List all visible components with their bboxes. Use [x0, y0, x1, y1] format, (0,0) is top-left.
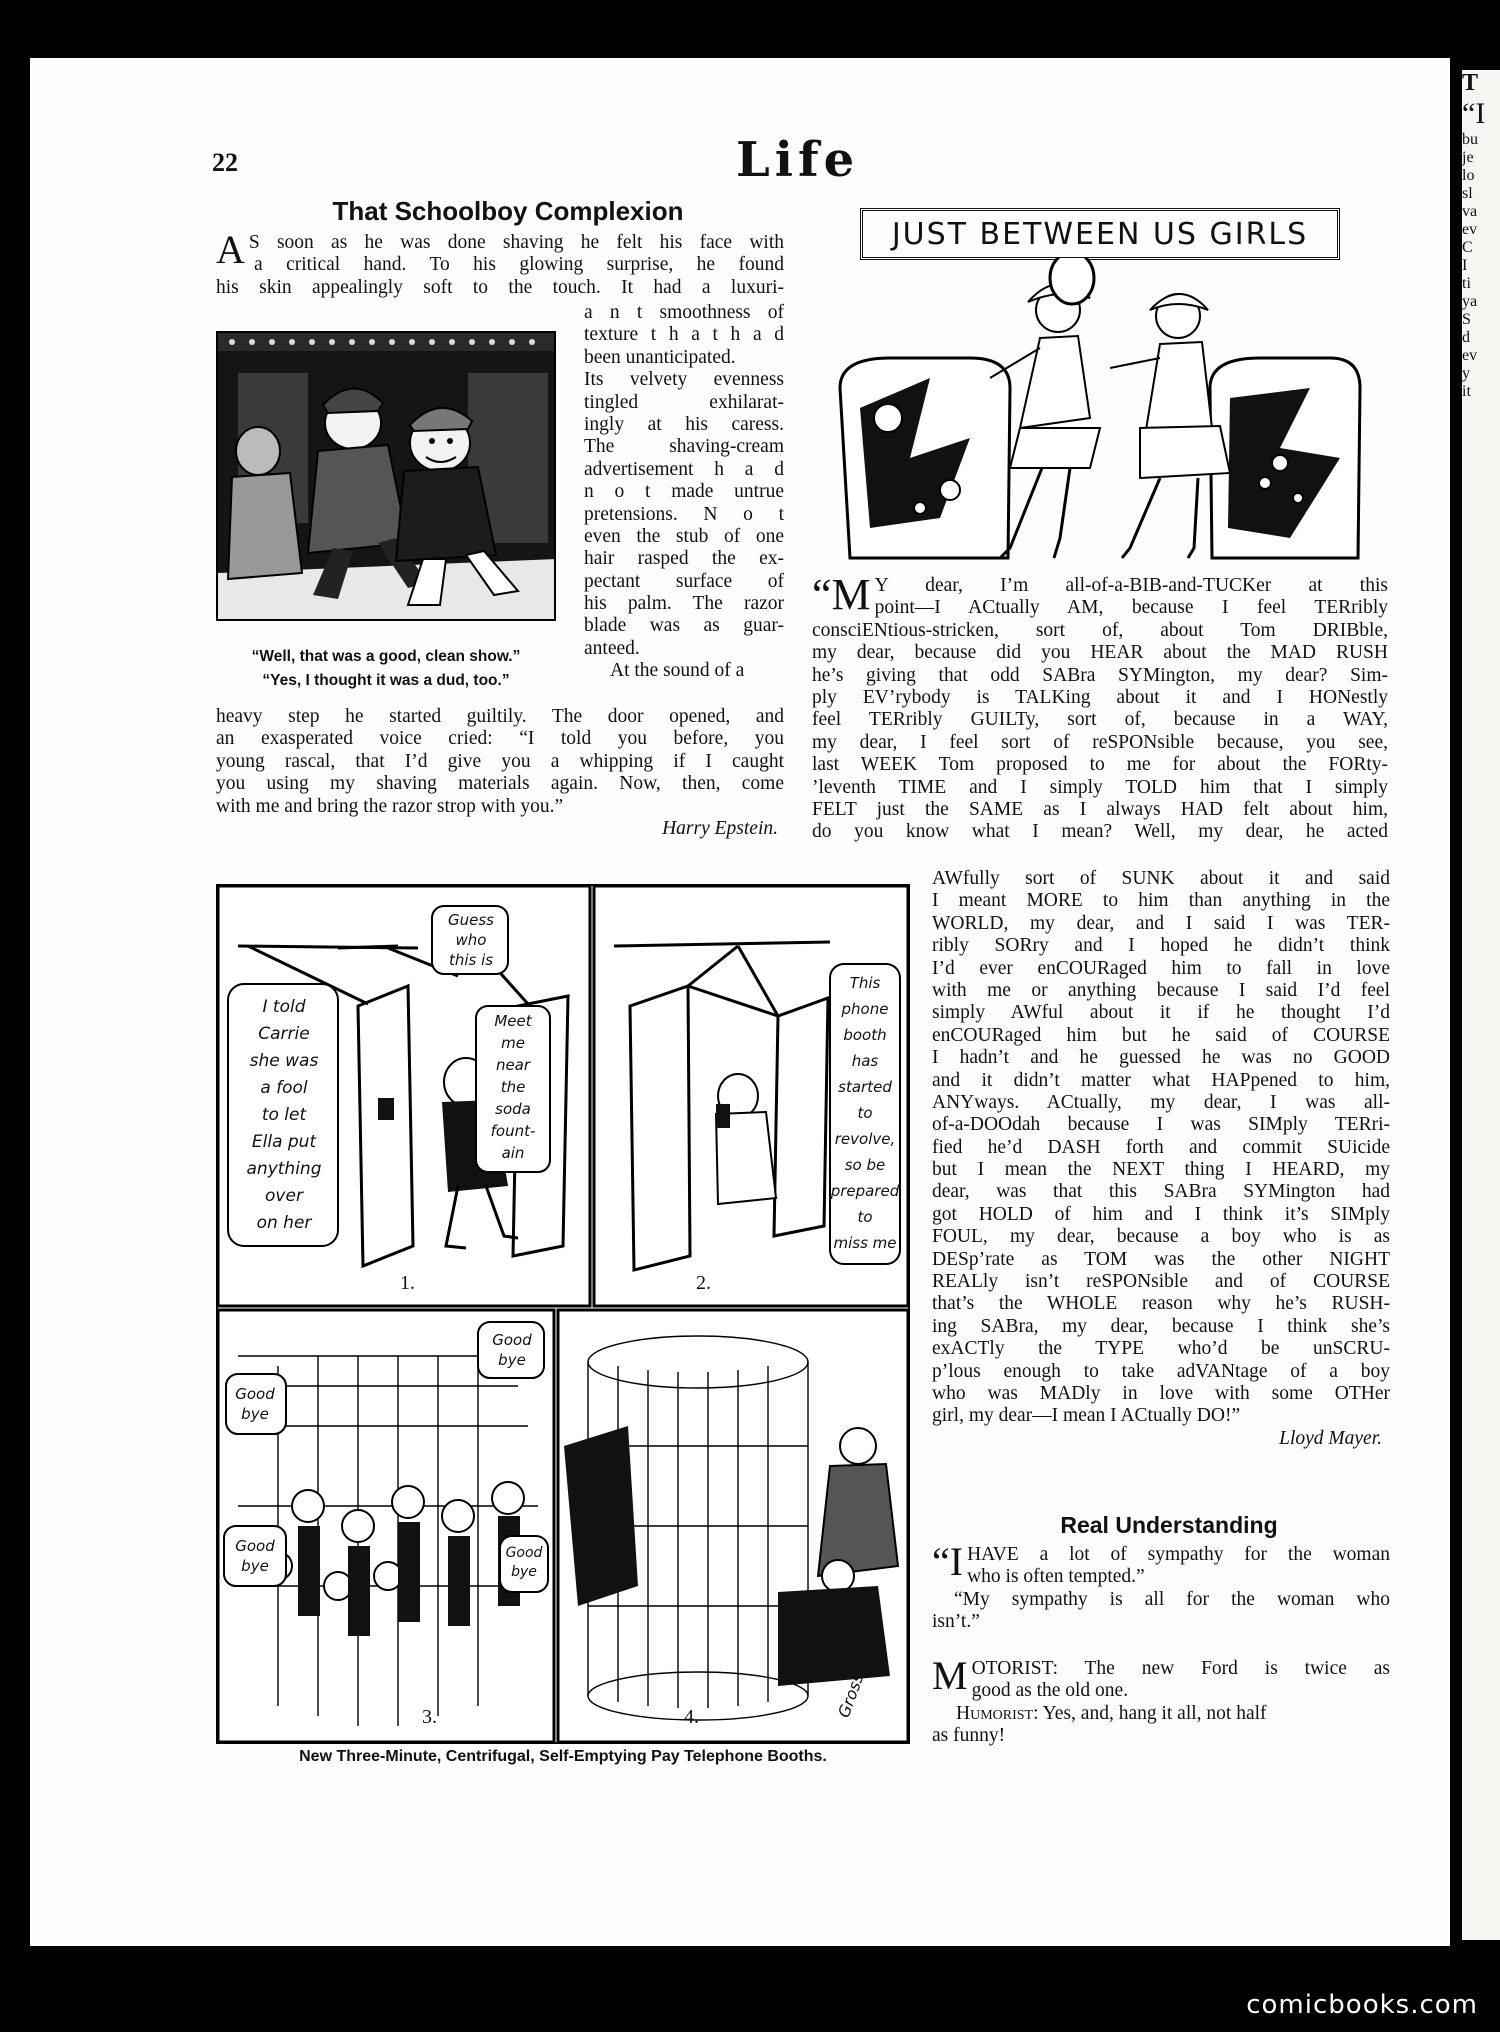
speech-bubble-goodbye-1: Good bye — [235, 1385, 275, 1423]
text-line: At the sound of a — [610, 660, 745, 682]
text-line: my dear, I feel sort of reSPONsible because, you see, — [812, 731, 1388, 753]
fragment: lo — [1462, 167, 1475, 184]
dropcap-m2: M — [932, 1653, 968, 1698]
text-line: REALly isn’t reSPONsible and of COURSE — [932, 1271, 1390, 1293]
text-line: his palm. The razor — [584, 593, 784, 615]
text-line: young rascal, that I’d give you a whipping if I caught — [216, 750, 784, 772]
text-line: simply AWful about it if he thought I’d — [932, 1002, 1390, 1024]
fragment: je — [1462, 149, 1474, 166]
text-line: enCOURaged him but he said of COURSE — [932, 1024, 1390, 1046]
fragment: y — [1462, 365, 1470, 382]
fragment: T — [1462, 70, 1479, 96]
girls-header: JUST BETWEEN US GIRLS — [860, 208, 1340, 260]
text-line: of-a-DOOdah because I was SIMply TERri- — [932, 1114, 1390, 1136]
masthead: Life — [736, 132, 860, 188]
text-line: been unanticipated. — [584, 346, 736, 368]
text-line: ing SABra, my dear, because I think she’s — [932, 1315, 1390, 1337]
text-line: a n t smoothness of — [584, 302, 784, 323]
text-line: dear, was that this SABra SYMington had — [932, 1181, 1390, 1203]
humorist-text: Yes, and, hang it all, not half — [1038, 1702, 1267, 1724]
text-line: Its velvety evenness — [584, 369, 784, 391]
fragment: bu — [1462, 131, 1478, 148]
girls-illustration — [810, 258, 1370, 574]
girls-top-text — [812, 570, 1388, 844]
dropcap-a: A — [216, 227, 245, 272]
bubble-line: the — [500, 1078, 526, 1096]
bubble-line: to — [857, 1208, 873, 1226]
schoolboy-author: Harry Epstein. — [662, 817, 778, 839]
speech-bubble-goodbye-2: Good bye — [492, 1331, 532, 1369]
two-women-illustration — [810, 258, 1370, 574]
fragment: S — [1462, 311, 1471, 328]
text-line: advertisement h a d — [584, 458, 784, 480]
fragment: d — [1462, 329, 1470, 346]
text-line: DESp’rate as TOM was the other NIGHT — [932, 1248, 1390, 1270]
schoolboy-title: That Schoolboy Complexion — [332, 196, 684, 226]
speech-bubble-goodbye-4: Good bye — [505, 1545, 543, 1580]
text-line: fied he’d DASH forth and commit SUicide — [932, 1136, 1390, 1158]
schoolboy-intro — [216, 227, 784, 299]
page-number: 22 — [212, 148, 238, 177]
bubble-line: phone — [841, 1000, 889, 1018]
bubble-line: over — [265, 1186, 303, 1206]
fragment: ev — [1462, 347, 1478, 364]
schoolboy-wrap-column — [584, 302, 784, 683]
bubble-line: fount- — [490, 1122, 536, 1140]
text-line: pectant surface of — [584, 570, 784, 592]
text-line: with me and bring the razor strop with you.” — [216, 795, 564, 817]
girls-author: Lloyd Mayer. — [1279, 1427, 1382, 1449]
fragment: sl — [1462, 185, 1473, 202]
fragment: ya — [1462, 293, 1478, 310]
text-line: I hadn’t and he guessed he was no GOOD — [932, 1047, 1390, 1069]
next-page-fragments — [1462, 70, 1500, 1940]
text-line: p’lous enough to take adVANtage of a boy — [932, 1360, 1390, 1382]
text-line: good as the old one. — [971, 1680, 1129, 1702]
humorist-label: Humorist: — [956, 1702, 1039, 1724]
text-line: “My sympathy is all for the woman who — [954, 1588, 1390, 1610]
text-line: The shaving-cream — [584, 436, 784, 458]
text-line: FOUL, my dear, because a boy who is as — [932, 1226, 1390, 1248]
text-line: ’leventh TIME and I simply TOLD him that I simply — [812, 776, 1388, 798]
text-line: ribly SORry and I hoped he didn’t think — [932, 935, 1390, 957]
real-understanding-text — [932, 1539, 1390, 1634]
panel-number-4: 4. — [684, 1706, 699, 1728]
text-line: OTORIST: The new Ford is twice as — [971, 1658, 1390, 1679]
bubble-line: Ella put — [251, 1132, 317, 1152]
text-line: who was MADly in love with some OTHer — [932, 1382, 1390, 1404]
schoolboy-ending — [216, 706, 784, 840]
bubble-line: me — [501, 1034, 525, 1052]
fragment: va — [1462, 203, 1478, 220]
caption-line: “Well, that was a good, clean show.” — [251, 648, 521, 665]
bubble-line: miss me — [833, 1234, 897, 1252]
text-line: and it didn’t matter what HAPpened to him, — [932, 1069, 1390, 1091]
bubble-line: she was — [249, 1051, 319, 1071]
bubble-line: Carrie — [258, 1024, 310, 1044]
bubble-line: a fool — [260, 1078, 308, 1098]
text-line: point—I ACtually AM, because I feel TERribly — [874, 597, 1388, 619]
text-line: but I mean the NEXT thing I HEARD, my — [932, 1159, 1390, 1181]
speech-bubble-revolve — [830, 970, 900, 1256]
motorist-joke — [932, 1653, 1390, 1748]
fragment: “I — [1462, 97, 1486, 130]
bubble-line: so be — [844, 1156, 886, 1174]
text-line: AWfully sort of SUNK about it and said — [932, 868, 1390, 889]
bubble-line: near — [495, 1056, 531, 1074]
text-line: n o t made untrue — [584, 481, 784, 503]
fragment: C — [1462, 239, 1473, 256]
text-line: ingly at his caress. — [584, 413, 784, 435]
panel-number-3: 3. — [422, 1706, 437, 1728]
text-line: ANYways. ACtually, my dear, I was all- — [932, 1091, 1390, 1113]
watermark: comicbooks.com — [1246, 1990, 1478, 2020]
text-line: I’d ever enCOURaged him to fall in love — [932, 957, 1390, 979]
text-line: last WEEK Tom proposed to me for about the FORty- — [812, 754, 1388, 776]
bubble-line: revolve, — [834, 1130, 896, 1148]
text-line: feel TERribly GUILTy, sort of, because in a WAY, — [812, 709, 1388, 731]
bubble-line: this is — [448, 951, 494, 969]
girls-column-text — [932, 868, 1390, 1450]
caption-line: “Yes, I thought it was a dud, too.” — [262, 672, 510, 689]
text-line: HAVE a lot of sympathy for the woman — [967, 1544, 1390, 1565]
fragment: I — [1462, 257, 1468, 274]
text-line: anteed. — [584, 637, 640, 659]
text-line: tingled exhilarat- — [584, 391, 784, 413]
text-line: consciENtious-stricken, sort of, about Tom DRIBble, — [812, 619, 1388, 641]
text-line: girl, my dear—I mean I ACtually DO!” — [932, 1405, 1241, 1427]
dropcap-i: “I — [932, 1539, 964, 1584]
bubble-line: to — [857, 1104, 873, 1122]
bubble-line: ain — [501, 1144, 525, 1162]
panel-number-2: 2. — [696, 1272, 711, 1294]
dropcap-m: “M — [812, 570, 871, 619]
text-line: pretensions. N o t — [584, 503, 784, 525]
phone-booth-caption: New Three-Minute, Centrifugal, Self-Emptying Pay Telephone Booths. — [299, 1748, 827, 1765]
text-line: who is often tempted.” — [967, 1566, 1145, 1588]
bubble-line: anything — [246, 1159, 322, 1179]
text-line: ply EV’rybody is TALKing about it and I HONestly — [812, 686, 1388, 708]
fragment: ti — [1462, 275, 1471, 292]
text-line: a critical hand. To his glowing surprise, he found — [254, 254, 784, 276]
bubble-line: This — [849, 974, 881, 992]
bubble-line: I told — [262, 997, 306, 1017]
scan-border — [0, 0, 30, 2032]
fragment: ev — [1462, 221, 1478, 238]
text-line: that’s the WHOLE reason why he’s RUSH- — [932, 1293, 1390, 1315]
real-understanding-title: Real Understanding — [1060, 1512, 1278, 1538]
bubble-line: on her — [256, 1213, 312, 1233]
panel-number-1: 1. — [400, 1272, 415, 1294]
bubble-line: booth — [843, 1026, 887, 1044]
phone-booth-cartoon — [216, 884, 910, 1744]
text-line: an exasperated voice cried: “I told you before, you — [216, 728, 784, 750]
text-line: got HOLD of him and I think it’s SIMply — [932, 1203, 1390, 1225]
text-line: with me or anything because I said I’d feel — [932, 979, 1390, 1001]
schoolboy-caption — [212, 645, 560, 693]
text-line: Y dear, I’m all-of-a-BIB-and-TUCKer at this — [874, 575, 1388, 596]
text-line: hair rasped the ex- — [584, 548, 784, 570]
text-line — [932, 1703, 1390, 1725]
text-line: exACTly the TYPE who’d be unSCRU- — [932, 1338, 1390, 1360]
bubble-line: has — [851, 1052, 879, 1070]
bubble-line: soda — [495, 1100, 531, 1118]
schoolboy-cartoon — [216, 331, 556, 621]
text-line: I meant MORE to him than anything in the — [932, 890, 1390, 912]
artist-signature: Gross — [834, 1670, 868, 1721]
bubble-line: Guess — [448, 911, 494, 929]
bubble-line: to let — [261, 1105, 307, 1125]
speech-bubble-guess — [436, 910, 506, 970]
text-line: he’s giving that odd SABra SYMington, my dear? Sim- — [812, 664, 1388, 686]
text-line: blade was as guar- — [584, 615, 784, 637]
text-line: do you know what I mean? Well, my dear, he acted — [812, 821, 1388, 843]
bubble-line: started — [838, 1078, 892, 1096]
text-line: texture t h a t h a d — [584, 324, 784, 346]
text-line: you using my shaving materials again. Now, then, come — [216, 773, 784, 795]
text-line: even the stub of one — [584, 525, 784, 547]
text-line: heavy step he started guiltily. The door opened, and — [216, 706, 784, 727]
speech-bubble-meet — [478, 1010, 548, 1164]
fragment: it — [1462, 383, 1471, 400]
men-walking-illustration — [218, 333, 556, 621]
text-line: my dear, because did you HEAR about the MAD RUSH — [812, 642, 1388, 664]
speech-bubble-carrie — [232, 994, 336, 1237]
text-line: S soon as he was done shaving he felt his face with — [248, 232, 784, 253]
text-line: isn’t.” — [932, 1611, 980, 1633]
text-line: as funny! — [932, 1725, 1006, 1747]
text-line: FELT just the SAME as I always HAD felt about him, — [812, 798, 1388, 820]
text-line: his skin appealingly soft to the touch. It had a luxuri- — [216, 276, 784, 298]
bubble-line: Meet — [494, 1012, 532, 1030]
bubble-line: prepared — [830, 1182, 900, 1200]
text-line: WORLD, my dear, and I said I was TER- — [932, 912, 1390, 934]
speech-bubble-goodbye-3: Good bye — [235, 1537, 275, 1575]
bubble-line: who — [455, 931, 487, 949]
